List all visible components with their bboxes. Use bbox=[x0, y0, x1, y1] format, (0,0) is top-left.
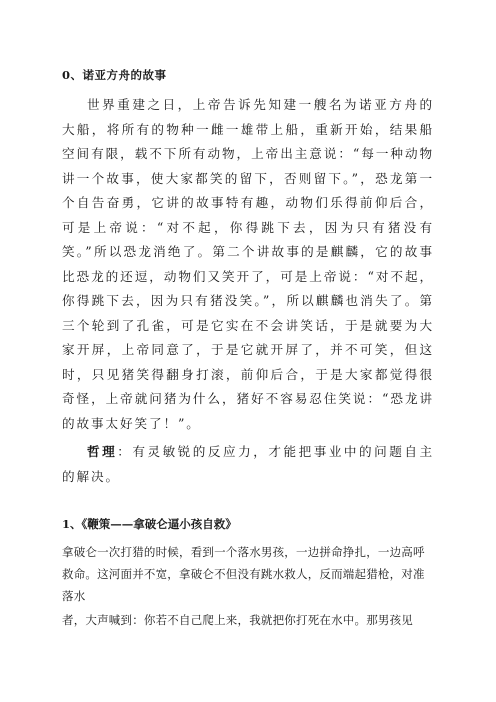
story-paragraph-part2: 者，大声喊到：你若不自己爬上来，我就把你打死在水中。那男孩见 bbox=[62, 613, 413, 627]
philosophy-paragraph bbox=[62, 440, 434, 489]
section-heading: 1、《鞭策——拿破仑逼小孩自救》 bbox=[62, 517, 237, 531]
story-paragraph: 世界重建之日，上帝告诉先知建一艘名为诺亚方舟的大船，将所有的物种一雌一雄带上船，重新开始，结果船空间有限，载不下所有动物，上帝出主意说：“每一种动物讲一个故事，使大家都笑的留下，否则留下。”，恐龙第一个自告奋勇，它讲的故事特有趣，动物们乐得前仰后合，可是上帝说：“对不起，你得跳下去，因为只有猪没有笑。”所以恐龙消绝了。第二个讲故事的是麒麟，它的故事比恐龙的还逗，动物们又笑开了，可是上帝说：“对不起，你得跳下去，因为只有猪没笑。”，所以麒麟也消失了。第三个轮到了孔雀，可是它实在不会讲笑话，于是就要为大家开屏，上帝同意了，于是它就开屏了，并不可笑，但这时，只见猪笑得翻身打滚，前仰后合，于是大家都觉得很奇怪，上帝就问猪为什么，猪好不容易忍住笑说：“恐龙讲的故事太好笑了！”。 bbox=[62, 97, 434, 431]
philosophy-label: 哲理 bbox=[87, 444, 118, 459]
story-paragraph-part1: 拿破仑一次打猎的时候，看到一个落水男孩，一边拼命挣扎，一边高呼救命。这河面并不宽，拿破仑不但没有跳水救人，反而端起猎枪，对准落水 bbox=[62, 545, 425, 603]
philosophy-text: ：有灵敏锐的反应力，才能把事业中的问题自主的解决。 bbox=[62, 444, 434, 484]
section-title: 0、诺亚方舟的故事 bbox=[62, 68, 167, 82]
